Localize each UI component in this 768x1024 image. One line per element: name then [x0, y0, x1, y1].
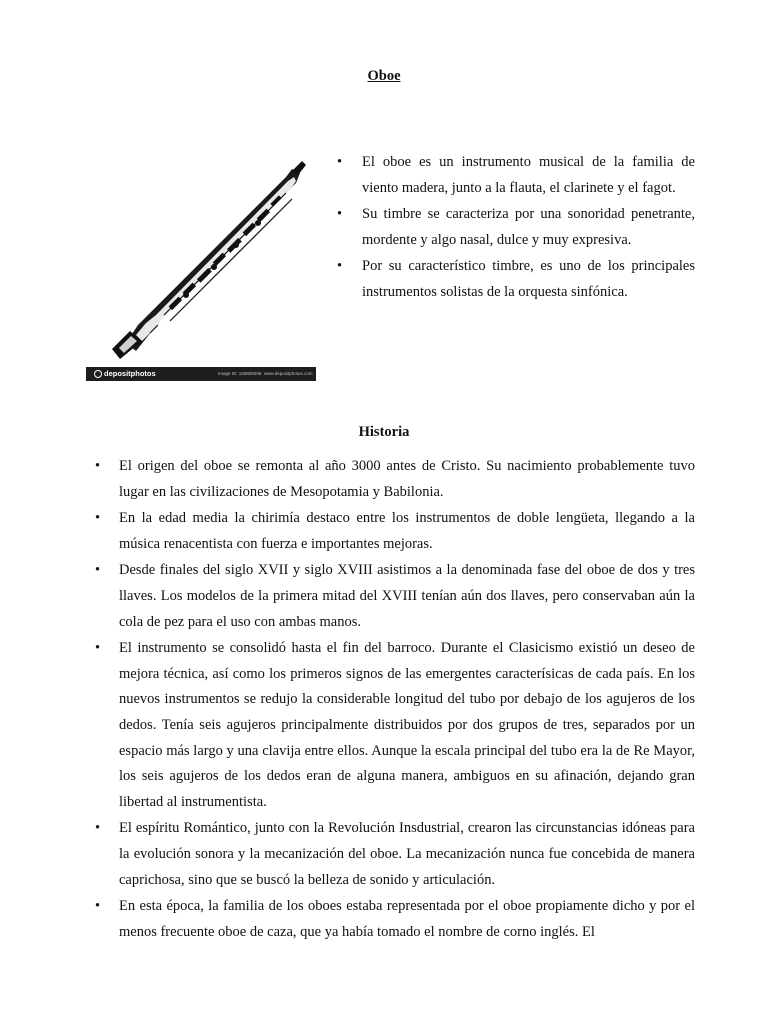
- list-item: [95, 816, 695, 893]
- list-item-text: El origen del oboe se remonta al año 3000 antes de Cristo. Su nacimiento probablemente tuvo lugar en las civilizaciones de Mesopotamia y Babilonia.: [119, 458, 695, 500]
- list-item-text: El oboe es un instrumento musical de la familia de viento madera, junto a la flauta, el clarinete y el fagot.: [362, 154, 695, 196]
- list-item-text: En esta época, la familia de los oboes estaba representada por el oboe propiamente dicho y por el menos frecuente oboe de caza, que ya había tomado el nombre de corno inglés. El: [119, 898, 695, 940]
- watermark-id: Image ID: 168809098: [218, 371, 262, 376]
- oboe-illustration-icon: [86, 155, 316, 367]
- section-title-historia: Historia: [358, 424, 410, 440]
- bullet-icon: •: [95, 510, 101, 527]
- bullet-icon: •: [95, 562, 101, 579]
- list-item-text: El instrumento se consolidó hasta el fin del barroco. Durante el Clasicismo existió un deseo de mejora técnica, así como los primeros signos de las emergentes caracterísicas de cada país. En los nuevos instrumentos se redujo la considerable longitud del tubo por debajo de los agujeros de los dedos. Tenía seis agujeros principalmente distribuidos por dos grupos de tres, separados por un espacio más largo y una clavija entre ellos. Aunque la escala principal del tubo era la de Re Mayor, los seis agujeros de los dedos eran de alguna manera, ambiguos en su afinación, dejando gran libertad al instrumentista.: [119, 640, 695, 810]
- bullet-icon: •: [95, 458, 101, 474]
- watermark-logo-text: depositphotos: [104, 369, 156, 378]
- page-title: Oboe: [367, 68, 401, 84]
- watermark-bar: [86, 367, 316, 381]
- list-item-text: En la edad media la chirimía destaco entre los instrumentos de doble lengüeta, llegando a la música renacentista con fuerza e importantes mejoras.: [119, 510, 695, 552]
- bullet-icon: •: [95, 898, 101, 915]
- list-item: [95, 558, 695, 635]
- list-item-text: Su timbre se caracteriza por una sonoridad penetrante, mordente y algo nasal, dulce y muy expresiva.: [362, 206, 695, 248]
- depositphotos-logo-icon: [94, 370, 102, 378]
- list-item: [95, 454, 695, 505]
- bullet-icon: •: [95, 640, 101, 657]
- intro-list: [337, 150, 695, 306]
- history-list: [95, 454, 695, 946]
- list-item: [95, 636, 695, 815]
- list-item: [337, 254, 695, 305]
- list-item-text: El espíritu Romántico, junto con la Revolución Insdustrial, crearon las circunstancias idóneas para la evolución sonora y la mecanización del oboe. La mecanización nunca fue concebida de manera caprichosa, sino que se buscó la belleza de sonido y articulación.: [119, 820, 695, 888]
- bullet-icon: •: [337, 206, 343, 222]
- list-item: [337, 150, 695, 201]
- list-item-text: Por su característico timbre, es uno de los principales instrumentos solistas de la orquesta sinfónica.: [362, 258, 695, 300]
- bullet-icon: •: [337, 154, 343, 170]
- watermark-logo: [94, 367, 156, 381]
- list-item: [95, 506, 695, 557]
- list-item-text: Desde finales del siglo XVII y siglo XVIII asistimos a la denominada fase del oboe de dos y tres llaves. Los modelos de la primera mitad del XVIII tenían aún dos llaves, pero conservaban aún la cola de pez para el uso con ambas manos.: [119, 562, 695, 630]
- oboe-image: [86, 155, 316, 381]
- list-item: [337, 202, 695, 253]
- bullet-icon: •: [337, 258, 343, 274]
- watermark-url: www.depositphotos.com: [264, 371, 313, 376]
- list-item: [95, 894, 695, 945]
- bullet-icon: •: [95, 820, 101, 837]
